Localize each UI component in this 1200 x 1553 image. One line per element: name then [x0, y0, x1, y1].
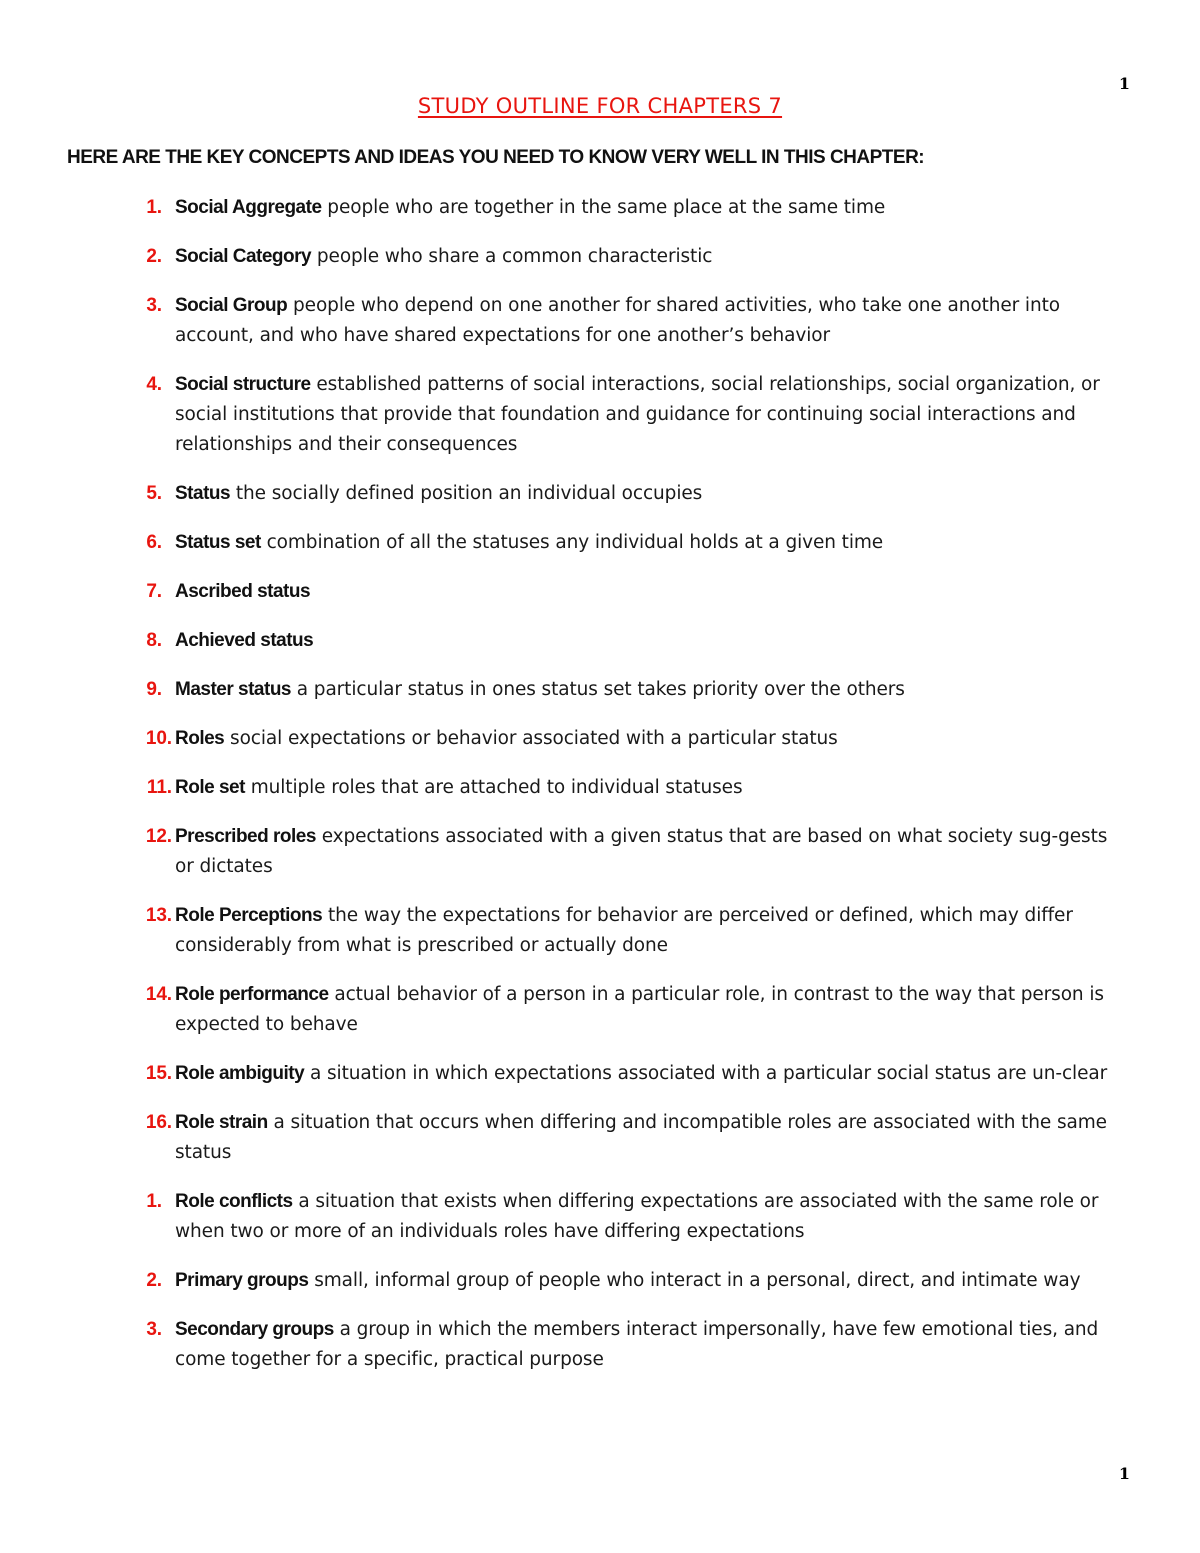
item-number: 10.: [145, 728, 172, 749]
list-item: [0, 577, 1200, 607]
item-term: Social Category: [175, 246, 312, 267]
item-number: 1.: [146, 1191, 162, 1212]
item-term: Role ambiguity: [175, 1063, 305, 1084]
item-definition: people who share a common characteristic: [316, 246, 713, 267]
list-item: [0, 626, 1200, 656]
item-definition: social expectations or behavior associated with a particular status: [230, 728, 838, 749]
item-definition: combination of all the statuses any individual holds at a given time: [266, 532, 884, 553]
item-number: 3.: [146, 295, 162, 316]
list-item: [0, 901, 1200, 961]
item-term: Social Group: [175, 295, 288, 316]
item-number: 11.: [146, 777, 172, 798]
item-number: 15.: [145, 1063, 172, 1084]
item-definition: people who depend on one another for shared activities, who take one another into account, and who have shared expectations for one another’s behavior: [175, 295, 1060, 346]
item-term: Role performance: [175, 984, 329, 1005]
item-number: 3.: [146, 1319, 162, 1340]
item-term: Role Perceptions: [175, 905, 323, 926]
list-item: [0, 291, 1200, 351]
list-item: [0, 479, 1200, 509]
item-number: 12.: [145, 826, 172, 847]
item-definition: people who are together in the same place at the same time: [327, 197, 886, 218]
item-term: Social structure: [175, 374, 311, 395]
item-definition: multiple roles that are attached to individual statuses: [250, 777, 743, 798]
list-item: [0, 193, 1200, 223]
item-number: 16.: [145, 1112, 172, 1133]
list-item: [0, 242, 1200, 272]
item-number: 14.: [145, 984, 172, 1005]
item-term: Roles: [175, 728, 225, 749]
document-title: STUDY OUTLINE FOR CHAPTERS 7: [417, 94, 783, 118]
item-term: Social Aggregate: [175, 197, 322, 218]
item-number: 2.: [146, 246, 162, 267]
item-number: 6.: [146, 532, 162, 553]
list-item: [0, 1059, 1200, 1089]
list-item: [0, 773, 1200, 803]
list-item: [0, 370, 1200, 460]
concept-list: [0, 193, 1200, 1394]
item-term: Status set: [175, 532, 261, 553]
item-term: Role conflicts: [175, 1191, 293, 1212]
item-term: Prescribed roles: [175, 826, 316, 847]
item-term: Primary groups: [175, 1270, 309, 1291]
list-item: [0, 1187, 1200, 1247]
list-item: [0, 1108, 1200, 1168]
list-item: [0, 675, 1200, 705]
item-definition: small, informal group of people who interact in a personal, direct, and intimate way: [314, 1270, 1081, 1291]
list-item: [0, 980, 1200, 1040]
item-term: Role set: [175, 777, 245, 798]
item-definition: a situation that occurs when differing and incompatible roles are associated with the same status: [175, 1112, 1107, 1163]
list-item: [0, 528, 1200, 558]
item-term: Ascribed status: [175, 581, 311, 602]
item-definition: established patterns of social interactions, social relationships, social organization, or social institutions that provide that foundation and guidance for continuing social interactions and relationships and their consequences: [175, 374, 1100, 455]
item-number: 5.: [146, 483, 162, 504]
item-number: 9.: [146, 679, 162, 700]
item-definition: the way the expectations for behavior are perceived or defined, which may differ considerably from what is prescribed or actually done: [175, 905, 1073, 956]
item-number: 7.: [146, 581, 162, 602]
item-term: Role strain: [175, 1112, 268, 1133]
item-definition: a situation that exists when differing expectations are associated with the same role or when two or more of an individuals roles have differing expectations: [175, 1191, 1099, 1242]
list-item: [0, 1266, 1200, 1296]
item-definition: a situation in which expectations associated with a particular social status are un-clear: [309, 1063, 1108, 1084]
item-definition: actual behavior of a person in a particular role, in contrast to the way that person is expected to behave: [175, 984, 1104, 1035]
list-item: [0, 822, 1200, 882]
item-number: 8.: [146, 630, 162, 651]
item-term: Master status: [175, 679, 291, 700]
item-definition: a particular status in ones status set takes priority over the others: [296, 679, 905, 700]
item-definition: expectations associated with a given status that are based on what society sug-gests or dictates: [175, 826, 1108, 877]
item-number: 4.: [146, 374, 162, 395]
item-definition: the socially defined position an individual occupies: [235, 483, 703, 504]
item-definition: a group in which the members interact impersonally, have few emotional ties, and come together for a specific, practical purpose: [175, 1319, 1099, 1370]
list-item: [0, 724, 1200, 754]
item-number: 2.: [146, 1270, 162, 1291]
list-item: [0, 1315, 1200, 1375]
item-term: Secondary groups: [175, 1319, 334, 1340]
item-number: 1.: [146, 197, 162, 218]
item-term: Status: [175, 483, 231, 504]
page-number-bottom: 1: [1118, 1464, 1130, 1483]
item-term: Achieved status: [175, 630, 314, 651]
page-number-top: 1: [1118, 74, 1130, 93]
item-number: 13.: [145, 905, 172, 926]
intro-heading: HERE ARE THE KEY CONCEPTS AND IDEAS YOU NEED TO KNOW VERY WELL IN THIS CHAPTER:: [67, 147, 925, 168]
